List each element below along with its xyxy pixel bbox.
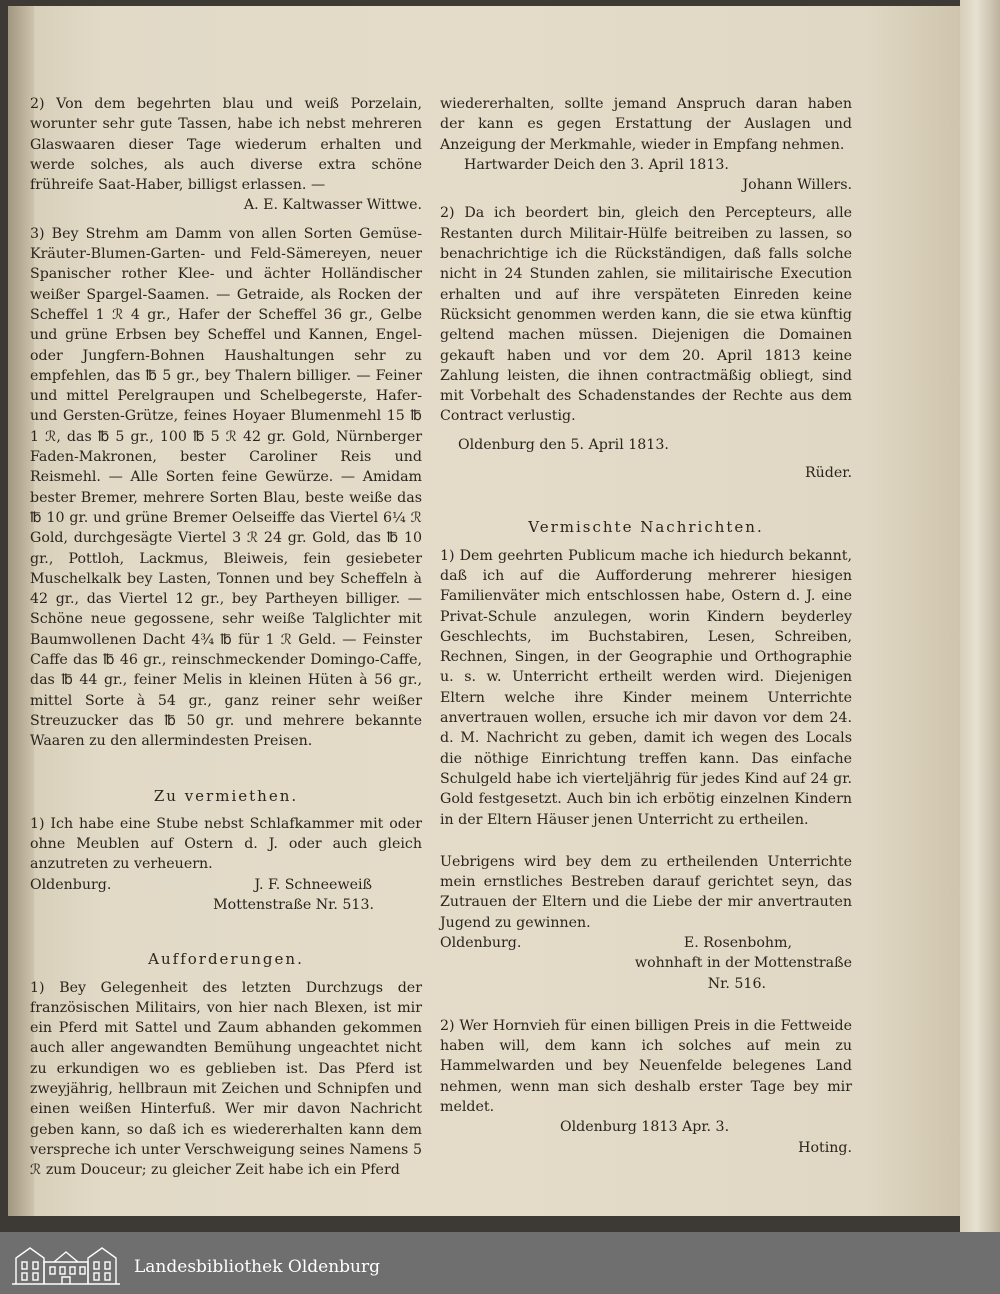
notice-cattle-pasture: 2) Wer Hornvieh für einen billigen Preis in die Fettweide haben will, dem kann ich solches auf mein zu Hammelwarden und bey Neuenfelde belegenes Land nehmen, wenn man sich deshalb erster Tage bey mir meldet. <box>440 1017 852 1116</box>
library-building-logo-icon <box>10 1242 122 1286</box>
horse-notice-place: Hartwarder Deich den 3. April 1813. <box>464 156 729 173</box>
notice-horse-continued: wiedererhalten, sollte jemand Anspruch daran haben der kann es gegen Erstattung der Auslagen und Anzeigung der Merkmahle, wieder in Empfang nehmen. <box>440 96 852 153</box>
ad-porcelain: 2) Von dem begehrten blau und weiß Porzelain, worunter sehr gute Tassen, habe ich nebst mehreren Glaswaaren dieser Tage wiederum erhalten und werde solches, als auch diverse extra schöne frühreife Saat-Haber, billigst erlassen. — <box>30 96 422 194</box>
cattle-notice-place: Oldenburg 1813 Apr. 3. <box>560 1119 730 1136</box>
cattle-notice-signature: Hoting. <box>798 1139 852 1156</box>
school-signature-row <box>440 933 852 953</box>
school-notice-closing: Uebrigens wird bey dem zu ertheilenden Unterrichte mein ernstliches Bestreben darauf gerichtet seyn, das Zutrauen der Eltern und die Liebe der mir anvertrauten Jugend zu gewinnen. <box>440 853 852 931</box>
rent-name: J. F. Schneeweiß <box>254 876 372 893</box>
school-place: Oldenburg. <box>440 934 522 951</box>
library-footer <box>0 1232 1000 1294</box>
notice-lost-horse: 1) Bey Gelegenheit des letzten Durchzugs der französischen Militairs, von hier nach Blexen, ist mir ein Pferd mit Sattel und Zaum abhanden gekommen auch aller angewandten Bemühung ungeachtet nicht zu erkundigen wo es geblieben ist. Das Pferd ist zweyjährig, hellbraun mit Zeichen und Schnipfen und einen weißen Hinterfuß. Wer mir davon Nachricht geben kann, so daß ich es wiedererhalten kann dem verspreche ich unter Verschweigung seines Namens 5 ℛ zum Douceur; zu gleicher Zeit habe ich ein Pferd <box>30 979 422 1179</box>
tax-notice-signature: Rüder. <box>804 465 852 482</box>
ad-porcelain-signature: A. E. Kaltwasser Wittwe. <box>243 197 422 214</box>
ad-strehm-goods: 3) Bey Strehm am Damm von allen Sorten Gemüse-Kräuter-Blumen-Garten- und Feld-Sämereyen, neuer Spanischer rother Klee- und ächter Holländischer weißer Spargel-Saamen. — Getraide, als Rocken der Scheffel 1 ℛ 4 gr., Hafer der Scheffel 36 gr., Gelbe und grüne Erbsen bey Scheffel und Kannen, Engel- oder Jungfern-Bohnen Haushaltungen sehr zu empfehlen, das ℔ 5 gr., bey Thalern billiger. — Feiner und mittel Perelgraupen und Schelbegerste, Hafer- und Gersten-Grütze, feines Hoyaer Blumenmehl 15 ℔ 1 ℛ, das ℔ 5 gr., 100 ℔ 5 ℛ 42 gr. Gold, Nürnberger Faden-Makronen, bester Caroliner Reis und Reismehl. — Alle Sorten feine Gewürze. — Amidam bester Bremer, mehrere Sorten Blau, beste weiße das ℔ 10 gr. und grüne Bremer Oelseiffe das Viertel 6¼ ℛ Gold, durchgesägte Viertel 3 ℛ 24 gr. Gold, das ℔ 10 gr., Pottloh, Lackmus, Bleiweis, fein gesiebeter Muschelkalk bey Lasten, Tonnen und bey Scheffeln à 42 gr., das Viertel 12 gr., bey Partheyen billiger. — Schöne neue gegossene, sehr weiße Talglichter mit Baumwollenen Dacht 4¾ ℔ für 1 ℛ Geld. — Feinster Caffe das ℔ 46 gr., reinschmeckender Domingo-Caffe, das ℔ 44 gr., feiner Melis in kleinen Hüten à 56 gr., mittel Sorte à 54 gr., ganz reiner sehr weißer Streuzucker das ℔ 50 gr. und mehrere bekannte Waaren zu den allermindesten Preisen. <box>30 225 422 750</box>
school-name: E. Rosenbohm, <box>683 934 792 951</box>
library-name: Landesbibliothek Oldenburg <box>134 1257 381 1277</box>
rent-address: Mottenstraße Nr. 513. <box>213 896 374 913</box>
tax-notice-place: Oldenburg den 5. April 1813. <box>458 436 669 453</box>
school-address-number: Nr. 516. <box>707 975 766 992</box>
school-address-street: wohnhaft in der Mottenstraße <box>634 955 852 972</box>
heading-vermischte-nachrichten: Vermischte Nachrichten. <box>528 518 764 537</box>
notice-private-school: 1) Dem geehrten Publicum mache ich hiedurch bekannt, daß ich auf die Aufforderung mehrerer hiesigen Familienväter mich entschlossen habe, Ostern d. J. eine Privat-Schule anzulegen, worin Kindern beyderley Geschlechts, im Buchstabiren, Lesen, Schreiben, Rechnen, Singen, in der Geographie und Orthographie u. s. w. Unterricht ertheilt werden wird. Diejenigen Eltern welche ihre Kinder meinem Unterrichte anvertrauen wollen, ersuche ich mir davon vor dem 24. d. M. Nachricht zu geben, damit ich wegen des Locals die nöthige Einrichtung treffen kann. Das einfache Schulgeld habe ich vierteljährig für jedes Kind auf 24 gr. Gold festgesetzt. Auch bin ich erbötig einzelnen Kindern in der Eltern Häuser jenen Unterricht zu ertheilen. <box>440 547 852 828</box>
notice-tax-arrears: 2) Da ich beordert bin, gleich den Perceptеurs, alle Restanten durch Militair-Hülfe beitreiben zu lassen, so benachrichtige ich die Rückständigen, daß falls solche nicht in 24 Stunden zahlen, sie militairische Execution erhalten und auf ihre verspäteten Einreden keine Rücksicht genommen werden kann, die sie etwa künftig geltend machen müssen. Diejenigen die Domainen gekauft haben und vor dem 20. April 1813 keine Zahlung leisten, die ihnen contractmäßig obliegt, sind mit Vorbehalt des Schadenstandes der Rechte aus dem Contract verlustig. <box>440 205 852 425</box>
heading-zu-vermiethen: Zu vermiethen. <box>153 786 299 805</box>
page-edge <box>960 0 1000 1232</box>
ad-room-for-rent: 1) Ich habe eine Stube nebst Schlafkammer mit oder ohne Meublen auf Ostern d. J. oder auch gleich anzutreten zu verheuern. <box>30 815 422 873</box>
horse-notice-signature: Johann Willers. <box>742 177 852 194</box>
heading-aufforderungen: Aufforderungen. <box>148 950 304 969</box>
left-column <box>30 94 422 1181</box>
rent-signature-row <box>30 875 422 895</box>
rent-place: Oldenburg. <box>30 876 112 893</box>
right-column <box>440 94 852 1158</box>
